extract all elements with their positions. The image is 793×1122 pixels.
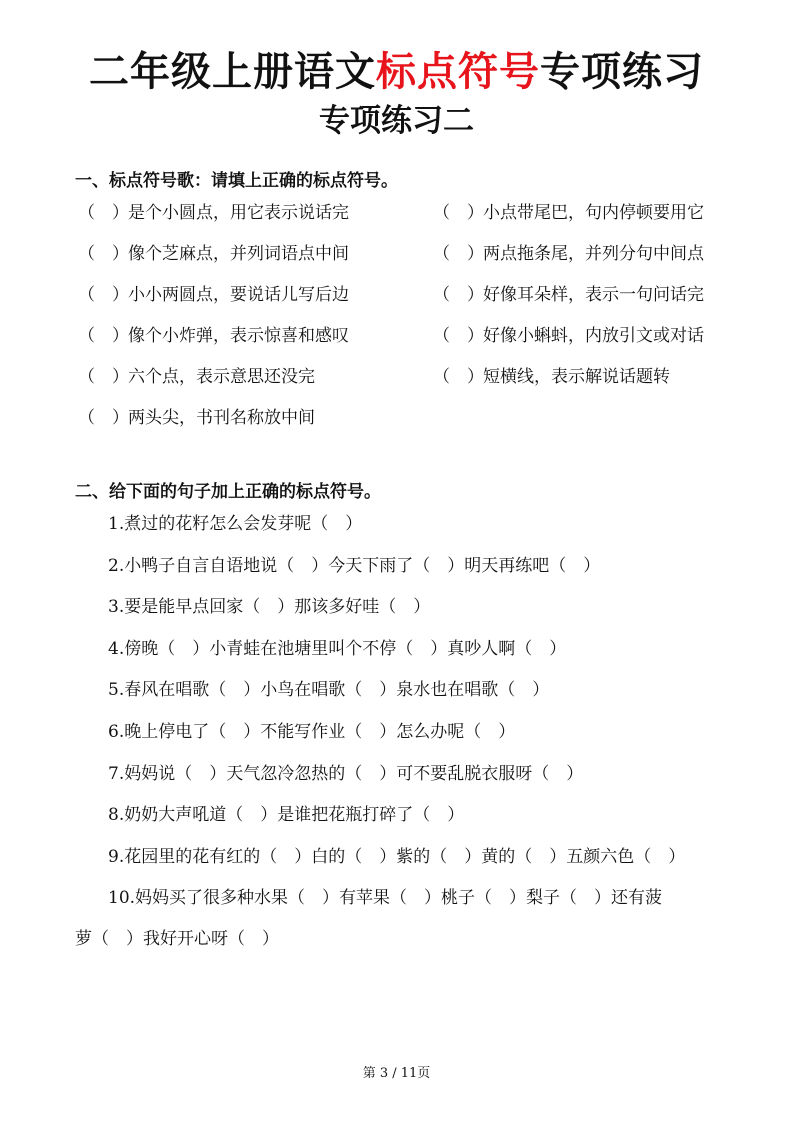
answer-bracket[interactable]: （ ） — [433, 285, 484, 305]
song-item — [78, 201, 433, 225]
sentence-item: 3.要是能早点回家（ ）那该多好哇（ ） — [108, 597, 431, 618]
song-item — [78, 406, 433, 430]
answer-bracket[interactable]: （ ） — [433, 326, 484, 346]
page-subtitle: 专项练习二 — [319, 103, 474, 139]
answer-bracket[interactable]: （ ） — [78, 408, 129, 428]
punctuation-song-grid — [78, 201, 738, 430]
answer-bracket[interactable]: （ ） — [78, 367, 129, 387]
sentence-item: 7.妈妈说（ ）天气忽冷忽热的（ ）可不要乱脱衣服呀（ ） — [108, 763, 584, 784]
sentence-item-last — [75, 886, 748, 951]
song-item — [78, 365, 433, 389]
page-title — [0, 48, 793, 96]
song-item-text: 两点拖条尾，并列分句中间点 — [483, 244, 704, 264]
answer-bracket[interactable]: （ ） — [78, 244, 129, 264]
song-item-text: 短横线，表示解说话题转 — [483, 367, 670, 387]
title-part2: 专项练习 — [540, 49, 704, 95]
answer-bracket[interactable]: （ ） — [433, 367, 484, 387]
sentence-item: 1.煮过的花籽怎么会发芽呢（ ） — [108, 514, 363, 534]
sentence-line2: 萝（ ）我好开心呀（ ） — [75, 929, 279, 950]
sentence-item: 6.晚上停电了（ ）不能写作业（ ）怎么办呢（ ） — [108, 721, 516, 742]
song-item — [433, 365, 738, 389]
answer-bracket[interactable]: （ ） — [433, 203, 484, 223]
song-item-text: 像个小炸弹，表示惊喜和感叹 — [128, 326, 349, 346]
song-item — [433, 242, 738, 266]
song-item-text: 好像小蝌蚪，内放引文或对话 — [483, 326, 704, 346]
song-item-text: 小点带尾巴，句内停顿要用它 — [483, 203, 704, 223]
song-item-text: 六个点，表示意思还没完 — [128, 367, 315, 387]
song-item-text: 好像耳朵样，表示一句问话完 — [483, 285, 704, 305]
sentence-item: 5.春风在唱歌（ ）小鸟在唱歌（ ）泉水也在唱歌（ ） — [108, 680, 550, 701]
sentence-item: 4.傍晚（ ）小青蛙在池塘里叫个不停（ ）真吵人啊（ ） — [108, 638, 567, 659]
title-part1: 二年级上册语文 — [89, 49, 376, 95]
song-item — [433, 201, 738, 225]
title-highlight: 标点符号 — [376, 49, 540, 95]
song-item-text: 两头尖，书刊名称放中间 — [128, 408, 315, 428]
song-item — [78, 242, 433, 266]
song-item — [433, 324, 738, 348]
song-item — [433, 283, 738, 307]
answer-bracket[interactable]: （ ） — [433, 244, 484, 264]
sentence-list — [75, 512, 748, 951]
answer-bracket[interactable]: （ ） — [78, 326, 129, 346]
sentence-item: 8.奶奶大声吼道（ ）是谁把花瓶打碎了（ ） — [108, 805, 465, 826]
sentence-item: 9.花园里的花有红的（ ）白的（ ）紫的（ ）黄的（ ）五颜六色（ ） — [108, 846, 686, 867]
song-item-text: 像个芝麻点，并列词语点中间 — [128, 244, 349, 264]
song-item — [78, 324, 433, 348]
section2-heading: 二、给下面的句子加上正确的标点符号。 — [75, 482, 381, 502]
page-number: 第 3 / 11页 — [362, 1066, 431, 1081]
section1-heading: 一、标点符号歌：请填上正确的标点符号。 — [75, 171, 398, 191]
song-item-text: 是个小圆点，用它表示说话完 — [128, 203, 349, 223]
song-item-text: 小小两圆点，要说话儿写后边 — [128, 285, 349, 305]
answer-bracket[interactable]: （ ） — [78, 285, 129, 305]
sentence-line1: 10.妈妈买了很多种水果（ ）有苹果（ ）桃子（ ）梨子（ ）还有菠 — [108, 888, 663, 909]
sentence-item: 2.小鸭子自言自语地说（ ）今天下雨了（ ）明天再练吧（ ） — [108, 555, 601, 576]
answer-bracket[interactable]: （ ） — [78, 203, 129, 223]
song-item — [78, 283, 433, 307]
